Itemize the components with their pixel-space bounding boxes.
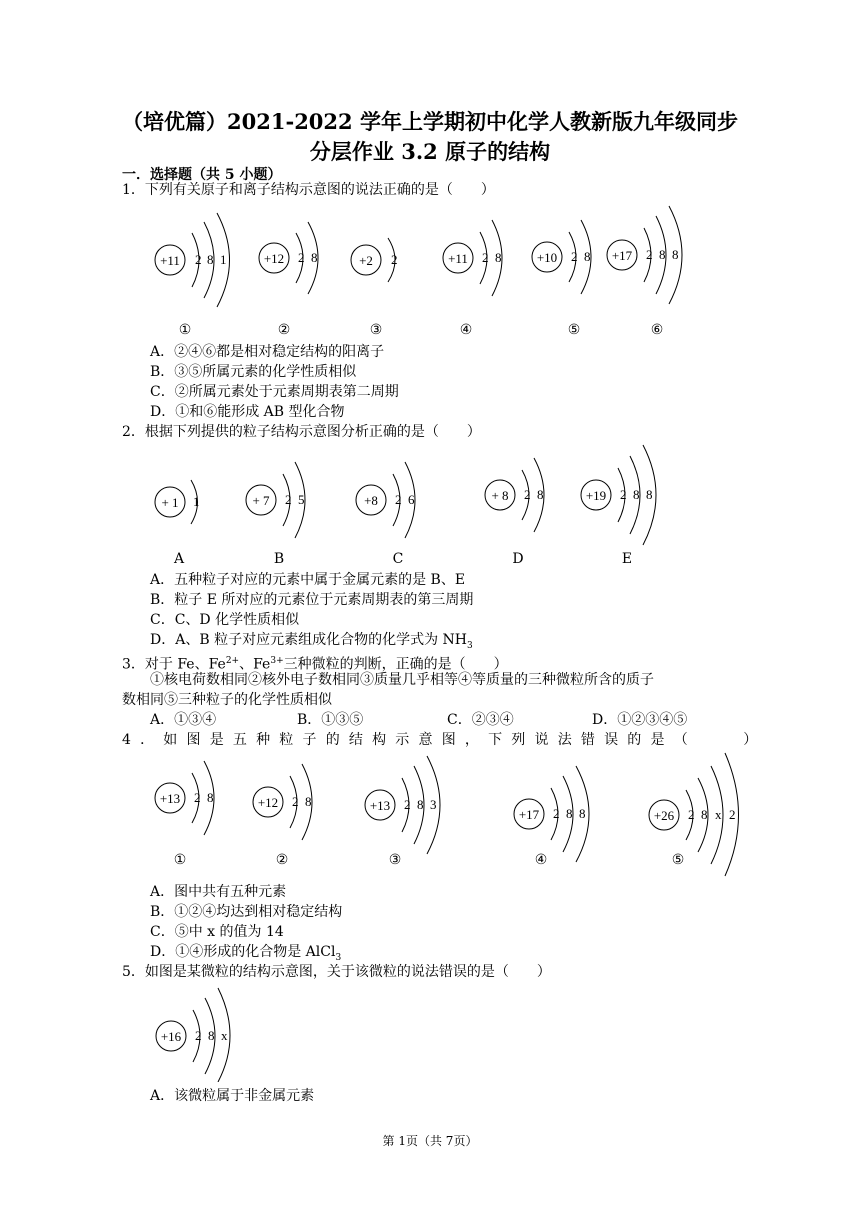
diagram-label: ⑤ — [567, 322, 581, 338]
nucleus-label: +26 — [653, 808, 675, 823]
shell-3-electrons: x — [715, 807, 722, 822]
nucleus-label: +11 — [448, 251, 468, 266]
shell-2-electrons: 8 — [311, 250, 318, 265]
atom-diagram-q4-3 — [365, 756, 440, 854]
atom-diagram-q2-a — [155, 480, 200, 524]
nucleus-label: +11 — [160, 253, 180, 268]
atom-diagram-q5 — [156, 988, 230, 1082]
shell-1-electrons: 2 — [195, 1028, 202, 1043]
shell-1-electrons: 2 — [298, 250, 305, 265]
nucleus-label: + 8 — [491, 488, 509, 503]
option-a: A．②④⑥都是相对稳定结构的阳离子 — [150, 344, 385, 360]
atom-diagram-q2-b — [246, 462, 305, 538]
document-title-line-2: 分层作业 3.2 原子的结构 — [309, 139, 551, 164]
shell-3-electrons: 8 — [646, 487, 653, 502]
option-a: A．该微粒属于非金属元素 — [150, 1088, 315, 1104]
shell-1-electrons: 2 — [688, 807, 695, 822]
diagram-label: ④ — [459, 322, 473, 338]
shell-3-electrons: 8 — [672, 247, 679, 262]
question-3-statements-line-1: ①核电荷数相同②核外电子数相同③质量几乎相等④等质量的三种微粒所含的质子 — [150, 672, 654, 688]
question-2-stem: 2．根据下列提供的粒子结构示意图分析正确的是（ ） — [122, 424, 481, 440]
nucleus-label: +13 — [369, 798, 391, 813]
nucleus-label: +17 — [611, 248, 633, 263]
nucleus-label: +10 — [536, 250, 558, 265]
shell-2-electrons: 8 — [207, 252, 214, 267]
option-c: C．⑤中 x 的值为 14 — [150, 924, 284, 940]
shell-2-electrons: 8 — [584, 249, 591, 264]
shell-1-electrons: 1 — [193, 494, 200, 509]
atom-diagram-q2-d — [485, 458, 544, 532]
shell-1-electrons: 2 — [194, 790, 201, 805]
shell-1-electrons: 2 — [292, 794, 299, 809]
diagram-label: ② — [275, 852, 289, 868]
atom-diagram-q1-1 — [155, 213, 230, 307]
charge-superscript: 2+ — [225, 656, 240, 666]
option-d: D．①和⑥能形成 AB 型化合物 — [150, 404, 345, 420]
diagram-label: E — [621, 551, 633, 567]
section-heading: 一．选择题（共 5 小题） — [122, 167, 282, 183]
document-title-line-1: （培优篇）2021-2022 学年上学期初中化学人教新版九年级同步 — [122, 109, 738, 134]
stem-part: 三种微粒的判断，正确的是（ ） — [283, 656, 508, 673]
nucleus-label: + 7 — [252, 493, 270, 508]
diagram-label: B — [273, 551, 285, 567]
shell-1-electrons: 2 — [553, 806, 560, 821]
shell-1-electrons: 2 — [620, 487, 627, 502]
diagram-label: ③ — [369, 322, 383, 338]
shell-2-electrons: 8 — [207, 790, 214, 805]
diagram-label: ③ — [388, 852, 402, 868]
subscript-3: 3 — [466, 640, 473, 651]
atom-diagram-q4-4 — [514, 766, 589, 862]
atom-diagram-q4-5 — [649, 753, 739, 876]
atom-diagram-q1-3 — [351, 238, 398, 282]
nucleus-label: +12 — [263, 251, 285, 266]
shell-4-electrons: 2 — [729, 807, 736, 822]
option-b: B．①③⑤ — [297, 712, 364, 728]
question-1-stem: 1．下列有关原子和离子结构示意图的说法正确的是（ ） — [122, 182, 495, 198]
option-b: B．③⑤所属元素的化学性质相似 — [150, 364, 357, 380]
shell-3-electrons: x — [221, 1028, 228, 1043]
diagram-label: ④ — [534, 852, 548, 868]
shell-2-electrons: 5 — [298, 492, 305, 507]
nucleus-label: +17 — [518, 807, 540, 822]
question-4-stem: 4．如图是五种粒子的结构示意图，下列说法错误的是（ ） — [122, 732, 767, 748]
shell-2-electrons: 8 — [417, 797, 424, 812]
option-b: B．粒子 E 所对应的元素位于元素周期表的第三周期 — [150, 592, 474, 608]
option-d: D．①②③④⑤ — [592, 712, 688, 728]
shell-1-electrons: 2 — [285, 492, 292, 507]
atom-diagram-q1-6 — [607, 206, 682, 304]
question-4-diagrams — [140, 748, 750, 878]
atom-diagram-q4-2 — [253, 764, 312, 840]
option-c: C．C、D 化学性质相似 — [150, 612, 300, 628]
option-a: A．①③④ — [150, 712, 217, 728]
shell-2-electrons: 8 — [495, 250, 502, 265]
diagram-label: ② — [277, 322, 291, 338]
atom-diagram-q1-4 — [443, 220, 502, 296]
shell-1-electrons: 2 — [524, 487, 531, 502]
shell-2-electrons: 6 — [408, 492, 415, 507]
shell-2-electrons: 8 — [537, 487, 544, 502]
nucleus-label: +16 — [160, 1029, 182, 1044]
shell-1-electrons: 2 — [395, 492, 402, 507]
diagram-label: ① — [173, 852, 187, 868]
question-2-diagrams — [140, 440, 680, 550]
shell-1-electrons: 2 — [571, 249, 578, 264]
shell-2-electrons: 8 — [633, 487, 640, 502]
subscript-3: 3 — [335, 952, 342, 963]
option-a: A．五种粒子对应的元素中属于金属元素的是 B、E — [150, 572, 466, 588]
shell-1-electrons: 2 — [391, 252, 398, 267]
nucleus-label: +19 — [585, 488, 607, 503]
option-b: B．①②④均达到相对稳定结构 — [150, 904, 343, 920]
shell-2-electrons: 8 — [701, 807, 708, 822]
shell-3-electrons: 1 — [220, 252, 227, 267]
diagram-label: ⑥ — [650, 322, 664, 338]
diagram-label: A — [173, 551, 185, 567]
nucleus-label: + 1 — [161, 495, 179, 510]
shell-3-electrons: 8 — [579, 806, 586, 821]
option-c: C．②③④ — [447, 712, 514, 728]
shell-2-electrons: 8 — [208, 1028, 215, 1043]
shell-1-electrons: 2 — [482, 250, 489, 265]
question-5-stem: 5．如图是某微粒的结构示意图，关于该微粒的说法错误的是（ ） — [122, 964, 551, 980]
shell-2-electrons: 8 — [566, 806, 573, 821]
question-1-diagrams — [140, 200, 700, 310]
diagram-label: D — [512, 551, 524, 567]
diagram-label: ⑤ — [671, 852, 685, 868]
nucleus-label: +13 — [159, 791, 181, 806]
atom-diagram-q2-c — [356, 462, 415, 538]
nucleus-label: +2 — [359, 253, 373, 268]
option-d-text: D．A、B 粒子对应元素组成化合物的化学式为 NH — [150, 632, 467, 648]
option-d-text: D．①④形成的化合物是 AlCl — [150, 944, 336, 960]
stem-part: 、Fe — [239, 656, 271, 673]
question-5-diagram — [140, 982, 260, 1082]
atom-diagram-q2-e — [581, 445, 656, 545]
diagram-label: ① — [178, 322, 192, 338]
shell-3-electrons: 3 — [430, 797, 437, 812]
atom-diagram-q1-5 — [532, 220, 591, 294]
shell-2-electrons: 8 — [659, 247, 666, 262]
charge-superscript: 3+ — [270, 656, 284, 666]
question-3-statements-line-2: 数相同⑤三种粒子的化学性质相似 — [122, 692, 332, 708]
nucleus-label: +8 — [364, 493, 378, 508]
shell-1-electrons: 2 — [195, 252, 202, 267]
shell-1-electrons: 2 — [404, 797, 411, 812]
diagram-label: C — [392, 551, 404, 567]
option-a: A．图中共有五种元素 — [150, 884, 287, 900]
stem-part: 3．对于 Fe、Fe — [122, 656, 226, 673]
atom-diagram-q1-2 — [259, 222, 318, 294]
option-c: C．②所属元素处于元素周期表第二周期 — [150, 384, 399, 400]
shell-1-electrons: 2 — [646, 247, 653, 262]
nucleus-label: +12 — [257, 795, 279, 810]
atom-diagram-q4-1 — [155, 761, 214, 835]
shell-2-electrons: 8 — [305, 794, 312, 809]
page-footer: 第 1页（共 7页） — [382, 1134, 478, 1148]
